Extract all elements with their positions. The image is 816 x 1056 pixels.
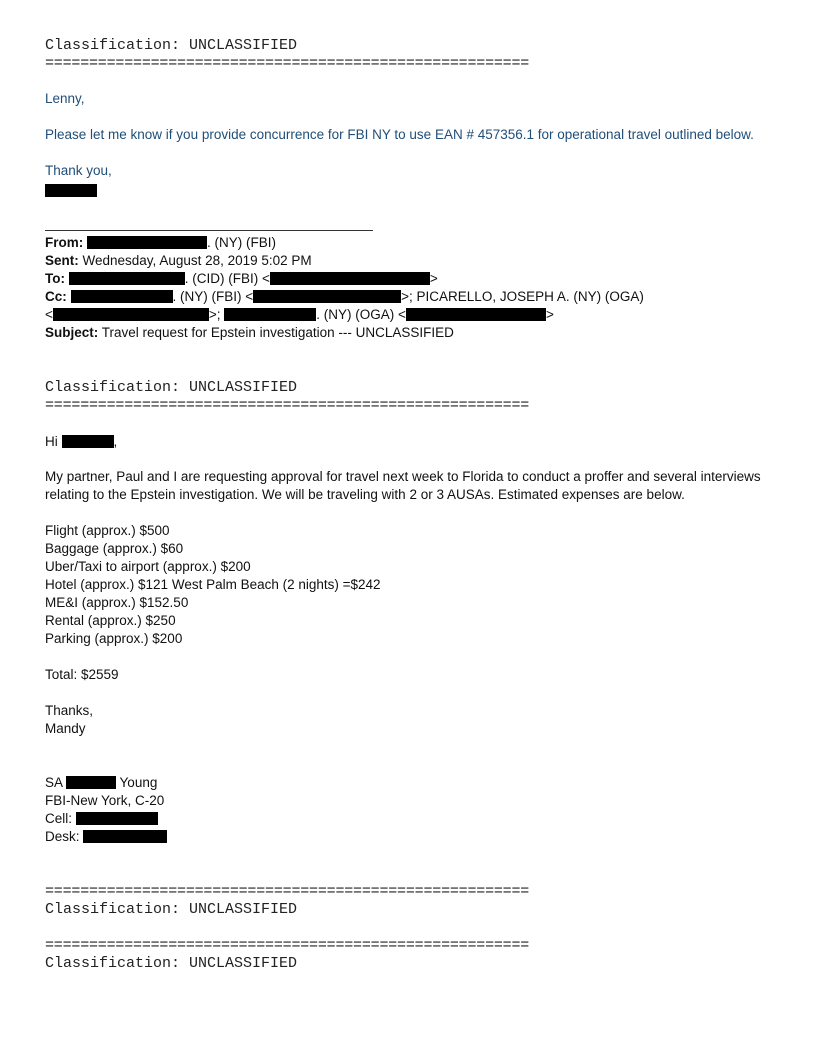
sender-name: Mandy	[45, 721, 86, 736]
separator: =======================================================	[45, 397, 530, 414]
expense-item: ME&I (approx.) $152.50	[45, 595, 189, 610]
signature-office: FBI-New York, C-20	[45, 793, 165, 808]
expense-item: Rental (approx.) $250	[45, 613, 176, 628]
redaction	[66, 776, 116, 789]
cc-mid: >;	[208, 307, 221, 322]
sig-young: Young	[119, 775, 158, 790]
expense-item: Flight (approx.) $500	[45, 523, 170, 538]
sig-cell-label: Cell:	[45, 811, 73, 826]
separator: =======================================================	[45, 937, 530, 954]
redaction	[69, 272, 185, 285]
classification-top: Classification: UNCLASSIFIED	[45, 37, 298, 54]
expense-item: Parking (approx.) $200	[45, 631, 183, 646]
hi-text: Hi	[45, 434, 58, 449]
redaction	[76, 812, 158, 825]
signature-cell	[45, 810, 158, 828]
subject-line	[45, 324, 454, 342]
to-line	[45, 270, 438, 288]
cc-close: >	[545, 307, 554, 322]
from-line	[45, 234, 276, 252]
classification-bottom-2: Classification: UNCLASSIFIED	[45, 955, 298, 972]
expense-item: Uber/Taxi to airport (approx.) $200	[45, 559, 251, 574]
expense-item: Baggage (approx.) $60	[45, 541, 184, 556]
hi-comma: ,	[113, 434, 118, 449]
sent-label: Sent:	[45, 253, 79, 268]
redaction	[53, 308, 209, 321]
redaction	[71, 290, 173, 303]
signature-desk	[45, 828, 167, 846]
reply-body: Please let me know if you provide concurrence for FBI NY to use EAN # 457356.1 for operational travel outlined below.	[45, 127, 754, 142]
hi-line	[45, 433, 117, 451]
redaction	[253, 290, 401, 303]
header-rule	[45, 230, 373, 231]
cc-label: Cc:	[45, 289, 67, 304]
subject-value: Travel request for Epstein investigation --- UNCLASSIFIED	[101, 325, 454, 340]
cc-value: . (NY) (FBI) <	[172, 289, 254, 304]
cc-oga: . (NY) (OGA) <	[316, 307, 406, 322]
classification-bottom-1: Classification: UNCLASSIFIED	[45, 901, 298, 918]
reply-closing: Thank you,	[45, 163, 112, 178]
redaction-sender	[45, 182, 97, 200]
para1-line2: relating to the Epstein investigation. We will be traveling with 2 or 3 AUSAs. Estimated expenses are below.	[45, 487, 685, 502]
to-value: . (CID) (FBI) <	[184, 271, 270, 286]
para1-line1: My partner, Paul and I are requesting approval for travel next week to Florida to conduct a proffer and several interviews	[45, 469, 761, 484]
cc-line-2	[45, 306, 554, 324]
cc-value-2: >; PICARELLO, JOSEPH A. (NY) (OGA)	[401, 289, 644, 304]
expense-list	[45, 522, 381, 648]
to-label: To:	[45, 271, 65, 286]
from-value: . (NY) (FBI)	[207, 235, 277, 250]
redaction	[83, 830, 167, 843]
redaction	[270, 272, 430, 285]
subject-label: Subject:	[45, 325, 99, 340]
from-label: From:	[45, 235, 84, 250]
sig-sa: SA	[45, 775, 63, 790]
sent-line	[45, 252, 312, 270]
reply-greeting: Lenny,	[45, 91, 85, 106]
cc-line	[45, 288, 644, 306]
redaction	[224, 308, 316, 321]
separator: =======================================================	[45, 55, 530, 72]
separator: =======================================================	[45, 883, 530, 900]
signature-name	[45, 774, 157, 792]
total: Total: $2559	[45, 667, 119, 682]
redaction	[87, 236, 207, 249]
sent-value: Wednesday, August 28, 2019 5:02 PM	[82, 253, 312, 268]
cc-open: <	[45, 307, 53, 322]
redaction	[406, 308, 546, 321]
classification-mid: Classification: UNCLASSIFIED	[45, 379, 298, 396]
redaction	[62, 435, 114, 448]
sig-desk-label: Desk:	[45, 829, 80, 844]
expense-item: Hotel (approx.) $121 West Palm Beach (2 nights) =$242	[45, 577, 381, 592]
thanks: Thanks,	[45, 703, 94, 718]
to-close: >	[429, 271, 438, 286]
